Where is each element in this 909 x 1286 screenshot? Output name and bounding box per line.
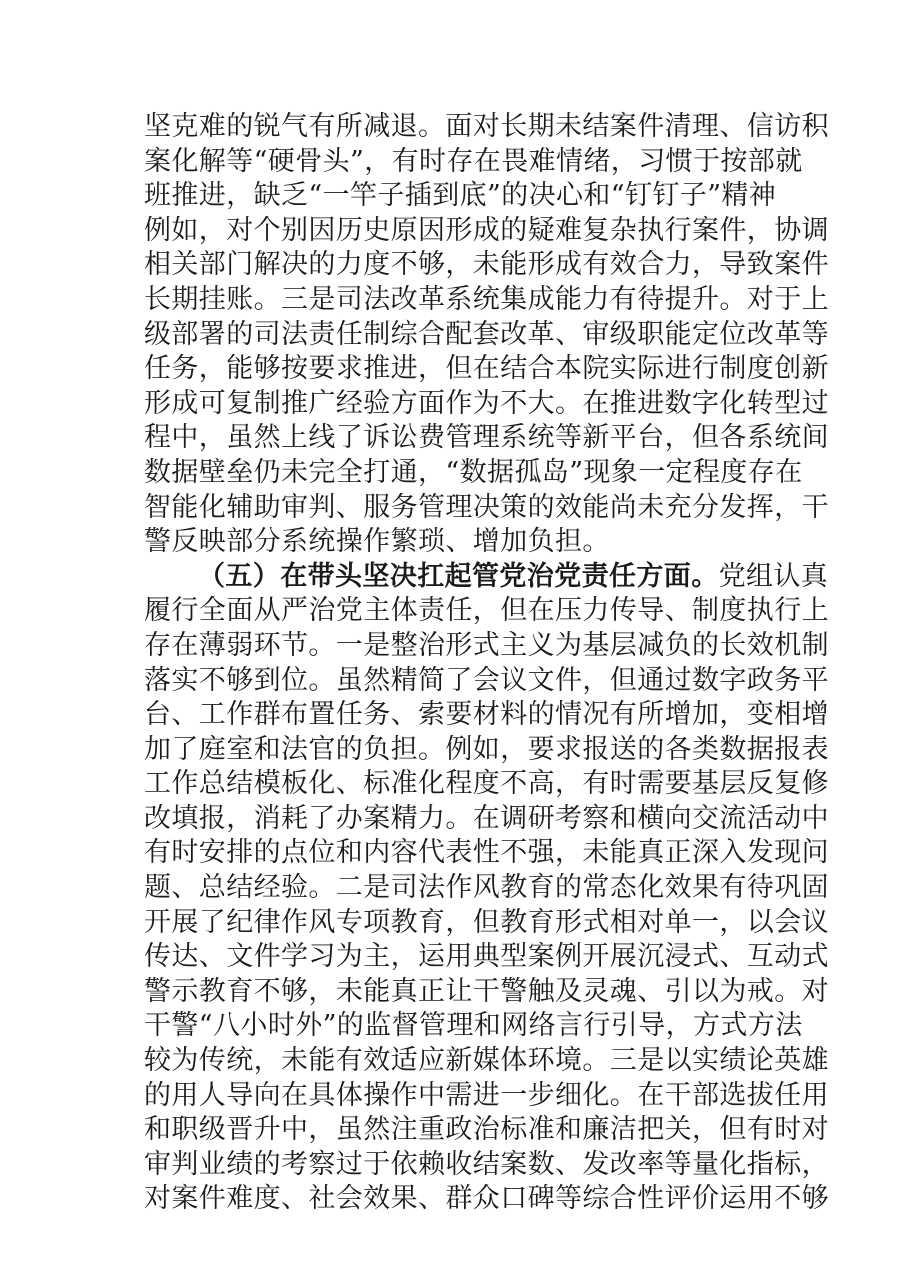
text-line: 传达、文件学习为主，运用典型案例开展沉浸式、互动式: [144, 941, 829, 973]
text-line: 案化解等“硬骨头”，有时存在畏难情绪，习惯于按部就: [144, 145, 803, 177]
text-line: 落实不够到位。虽然精简了会议文件，但通过数字政务平: [144, 664, 829, 696]
text-line: 程中，虽然上线了诉讼费管理系统等新平台，但各系统间: [144, 422, 829, 454]
text-line: 工作总结模板化、标准化程度不高，有时需要基层反复修: [144, 768, 829, 800]
text-line: 履行全面从严治党主体责任，但在压力传导、制度执行上: [144, 595, 829, 627]
text-line: 数据壁垒仍未完全打通，“数据孤岛”现象一定程度存在: [144, 456, 803, 488]
text-line: 题、总结经验。二是司法作风教育的常态化效果有待巩固: [144, 872, 829, 904]
text-line: 坚克难的锐气有所减退。面对长期未结案件清理、信访积: [144, 111, 829, 142]
text-line: 的用人导向在具体操作中需进一步细化。在干部选拔任用: [144, 1079, 829, 1111]
text-line: 加了庭室和法官的负担。例如，要求报送的各类数据报表: [144, 733, 829, 765]
paragraph-2: [144, 594, 829, 1217]
text-line: 对案件难度、社会效果、群众口碑等综合性评价运用不够: [144, 1183, 829, 1215]
text-line: 任务，能够按要求推进，但在结合本院实际进行制度创新: [144, 353, 829, 385]
text-line: 改填报，消耗了办案精力。在调研考察和横向交流活动中: [144, 802, 829, 834]
paragraph-2-first-text: 党组认真: [718, 560, 829, 592]
text-line: 有时安排的点位和内容代表性不强，未能真正深入发现问: [144, 837, 829, 869]
document-body: [144, 110, 829, 1217]
text-line: 开展了纪律作风专项教育，但教育形式相对单一，以会议: [144, 906, 829, 938]
text-line: 形成可复制推广经验方面作为不大。在推进数字化转型过: [144, 387, 829, 419]
text-line: 级部署的司法责任制综合配套改革、审级职能定位改革等: [144, 318, 829, 350]
text-line: 存在薄弱环节。一是整治形式主义为基层减负的长效机制: [144, 629, 829, 661]
paragraph-2-first-line: [144, 560, 829, 595]
section-heading: （五）在带头坚决扛起管党治党责任方面。: [198, 560, 719, 592]
text-line: 长期挂账。三是司法改革系统集成能力有待提升。对于上: [144, 283, 829, 315]
text-line: 较为传统，未能有效适应新媒体环境。三是以实绩论英雄: [144, 1045, 829, 1077]
text-line: 例如，对个别因历史原因形成的疑难复杂执行案件，协调: [144, 214, 829, 246]
text-line: 台、工作群布置任务、索要材料的情况有所增加，变相增: [144, 699, 829, 731]
paragraph-1: [144, 110, 829, 560]
text-line: 警反映部分系统操作繁琐、增加负担。: [144, 526, 610, 558]
text-line: 和职级晋升中，虽然注重政治标准和廉洁把关，但有时对: [144, 1114, 829, 1146]
text-line: 警示教育不够，未能真正让干警触及灵魂、引以为戒。对: [144, 975, 829, 1007]
text-line: 智能化辅助审判、服务管理决策的效能尚未充分发挥，干: [144, 491, 829, 523]
text-line: 班推进，缺乏“一竿子插到底”的决心和“钉钉子”精神: [144, 180, 777, 212]
text-line: 干警“八小时外”的监督管理和网络言行引导，方式方法: [144, 1010, 803, 1042]
text-line: 审判业绩的考察过于依赖收结案数、发改率等量化指标，: [144, 1148, 829, 1180]
text-line: 相关部门解决的力度不够，未能形成有效合力，导致案件: [144, 249, 829, 281]
